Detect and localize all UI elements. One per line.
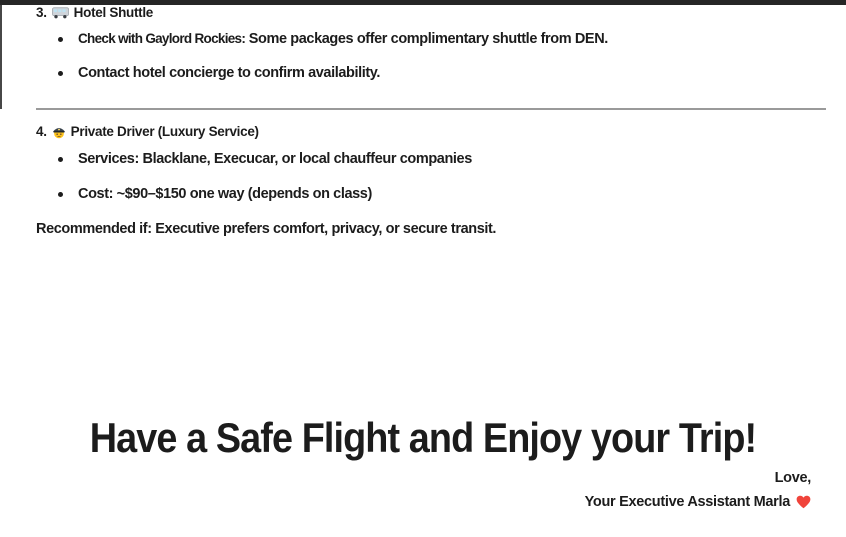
bullet-marker [58,157,63,162]
window-left-border [0,5,2,109]
bullet-text: Services: Blacklane, Execucar, or local chauffeur companies [78,151,472,167]
van-icon [52,7,69,19]
bullet-item [58,186,372,202]
bullet-marker [58,192,63,197]
bullet-rest: Some packages offer complimentary shuttle from DEN. [245,31,608,47]
section-heading-hotel-shuttle [36,5,153,20]
chauffeur-icon [52,125,66,139]
section-title: Private Driver (Luxury Service) [70,124,259,139]
closing-headline: Have a Safe Flight and Enjoy your Trip! [89,414,757,461]
bullet-text: Contact hotel concierge to confirm availability. [78,65,381,81]
signoff-signature [585,494,811,510]
section-title: Hotel Shuttle [73,5,154,20]
bullet-item [58,151,472,167]
bullet-marker [58,71,63,76]
bullet-text: Cost: ~$90–$150 one way (depends on class) [78,186,372,202]
section-number: 3. [36,5,47,20]
section-divider [36,108,826,110]
bullet-text [78,31,608,47]
red-heart-icon [796,495,811,509]
bullet-lead: Check with Gaylord Rockies: [78,31,246,46]
bullet-item [58,65,380,81]
bullet-marker [58,37,63,42]
section-number: 4. [36,124,47,139]
bullet-item [58,31,608,47]
recommendation-note: Recommended if: Executive prefers comfort, privacy, or secure transit. [36,221,497,237]
signoff-love: Love, [774,470,811,486]
section-heading-private-driver [36,124,259,139]
signature-text: Your Executive Assistant Marla [584,494,790,510]
